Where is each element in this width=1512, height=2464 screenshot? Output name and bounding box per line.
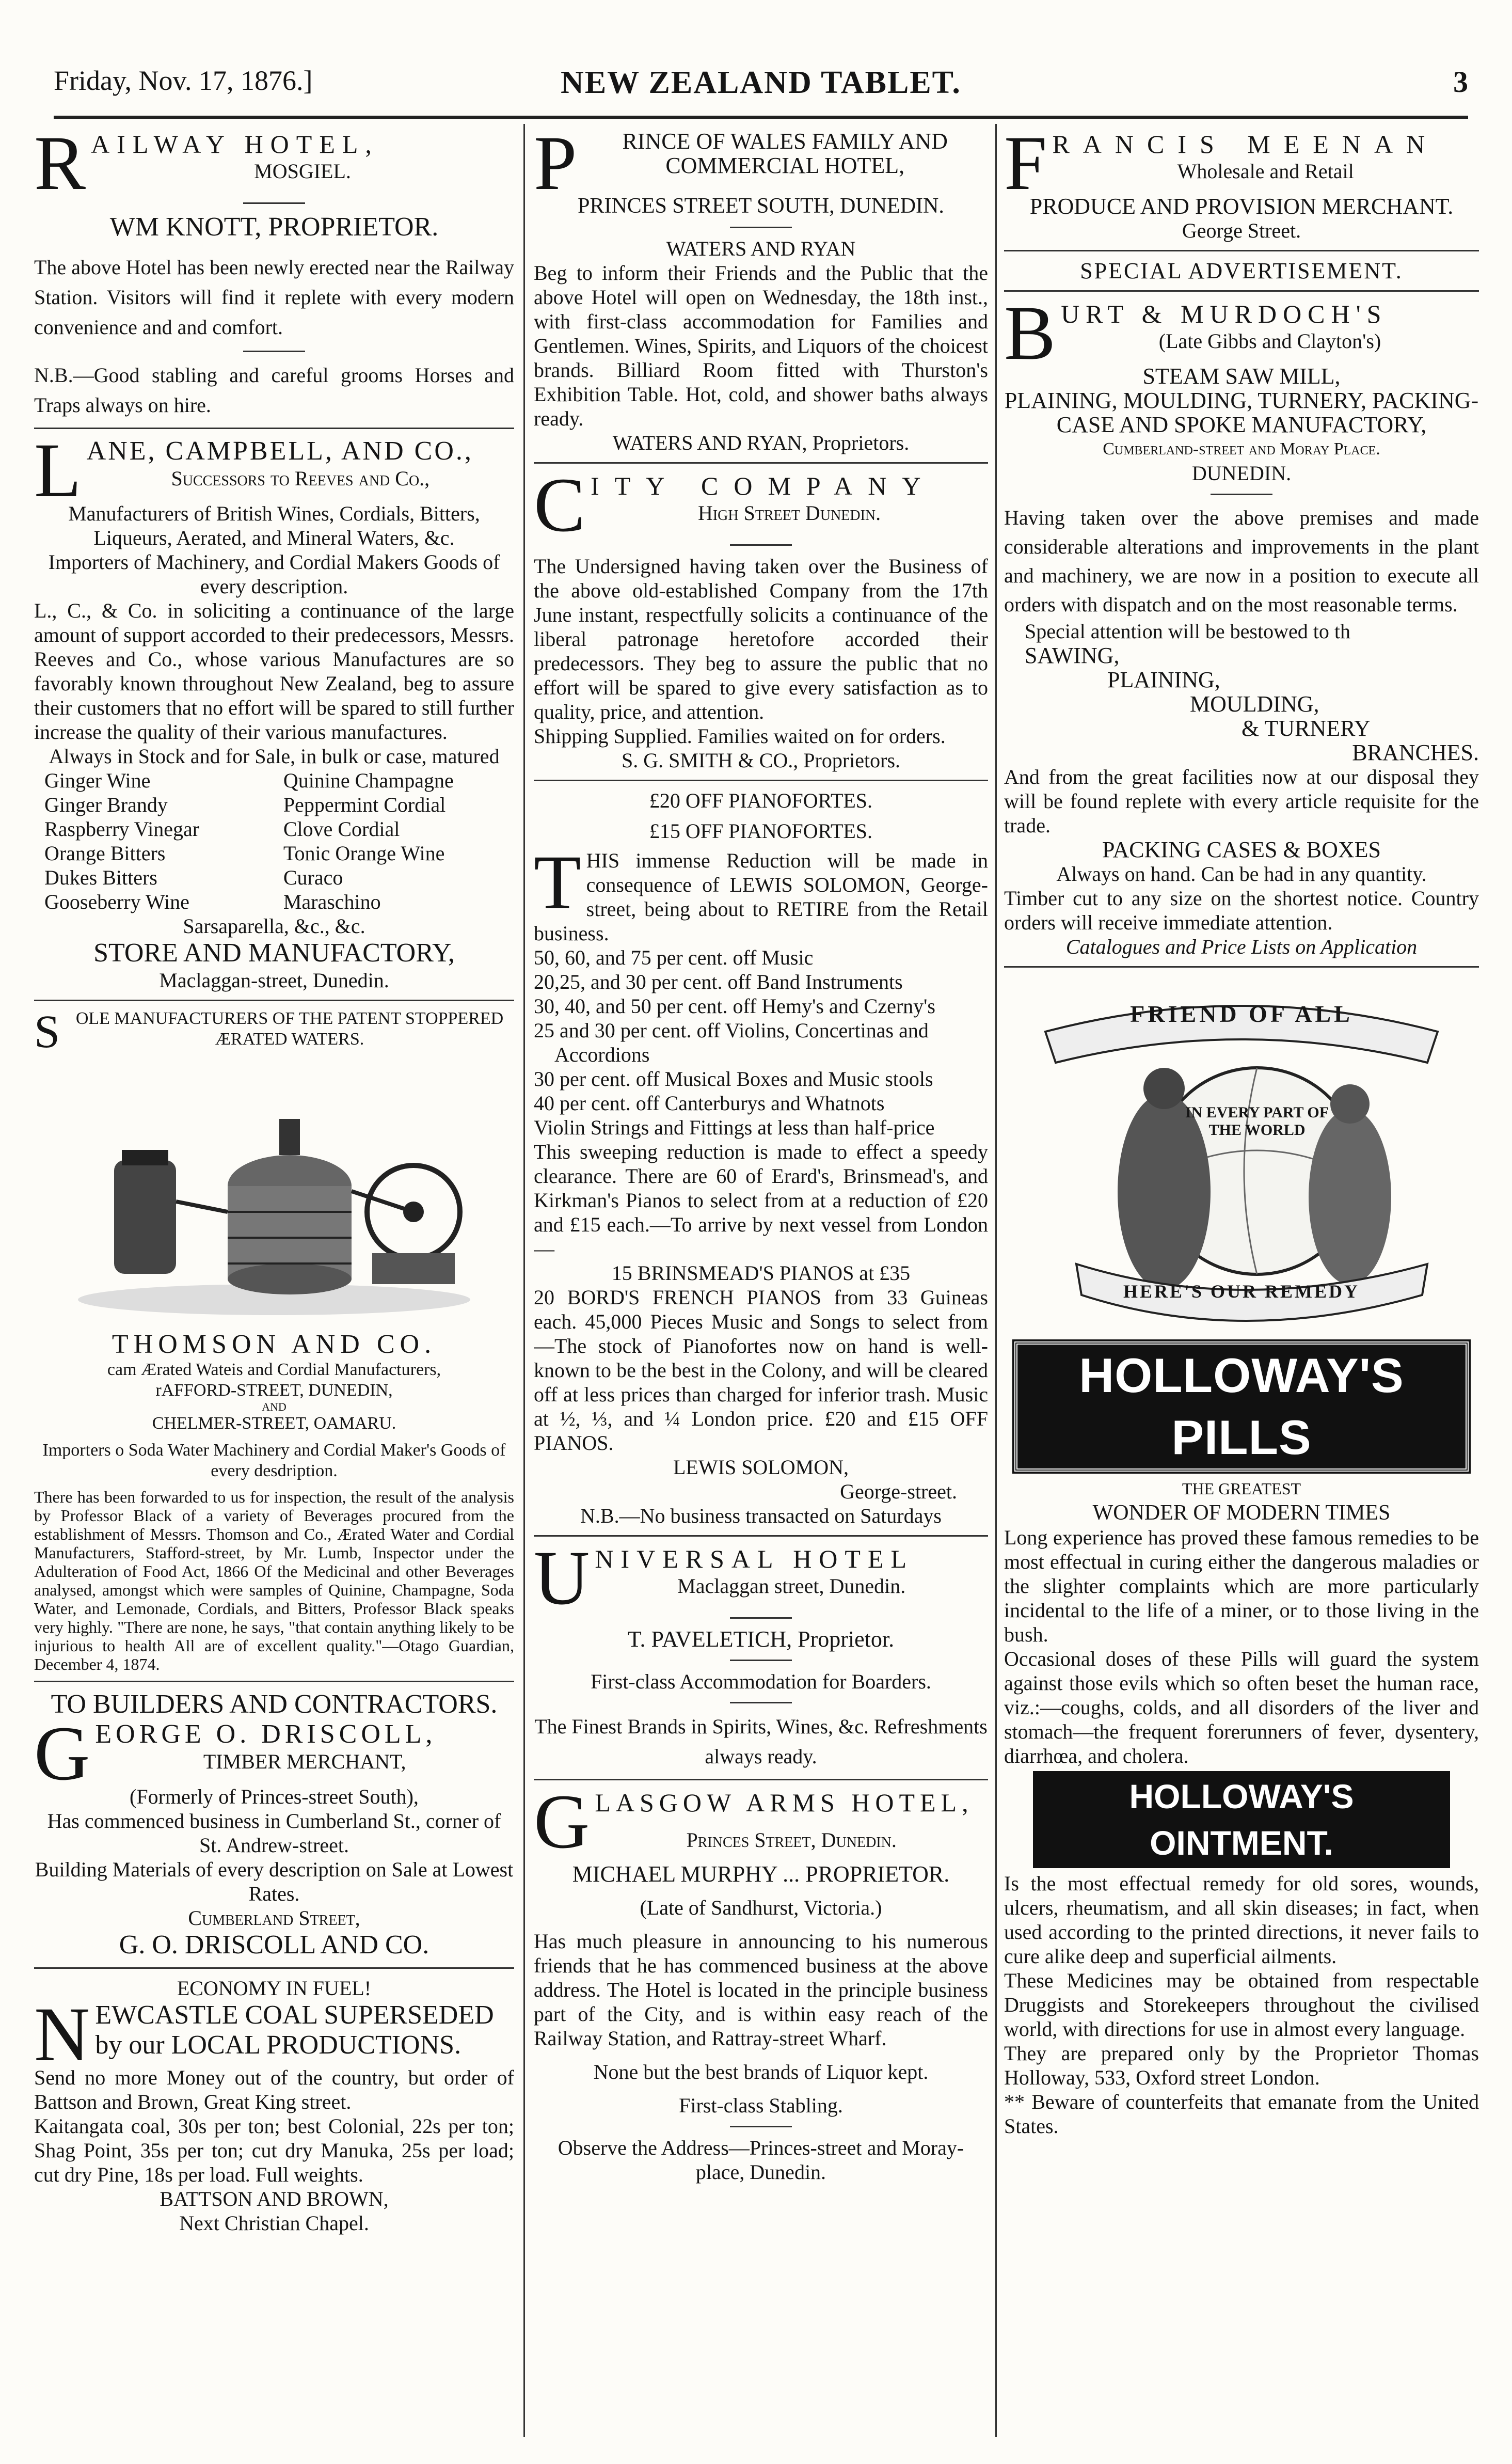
ad-line: WATERS AND RYAN [666, 237, 856, 260]
newspaper-title: NEW ZEALAND TABLET. [561, 65, 961, 100]
drop-cap: G [34, 1719, 90, 1784]
prince-of-wales-ad [534, 129, 988, 455]
ad-separator [34, 1967, 514, 1969]
ad-line: Manufacturers of British Wines, Cordials, Bitters, Liqueurs, Aerated, and Mineral Waters, &c. [68, 502, 480, 549]
holloway-ad [1004, 975, 1479, 2138]
ad-body: Kaitangata coal, 30s per ton; best Colonial, 22s per ton; Shag Point, 35s per ton; cut dry Manuka, 25s per load; cut dry Pine, 18s per load. Full weights. [34, 2114, 514, 2186]
short-rule [730, 1617, 792, 1619]
short-rule [243, 202, 305, 204]
ad-body: Occasional doses of these Pills will guard the system against those evils which so often beset the human race, viz.:—coughs, colds, and all disorders of the liver and stomach—the frequent forerunners of fever, dysentery, diarrhœa, and cholera. [1004, 1647, 1479, 1767]
product-list [34, 768, 514, 914]
drop-cap: P [534, 129, 577, 194]
ad-line: PRINCES STREET SOUTH, DUNEDIN. [578, 194, 944, 218]
ad-body: 20 BORD'S FRENCH PIANOS from 33 Guineas each. 45,000 Pieces Music and Songs to select from —The stock of Pianofortes now on hand is well-known to be the best in the Colony, and will be cleared off at less prices than charged for inferior trash. Music at ½, ⅓, and ¼ London price. £20 and £15 OFF PIANOS. [534, 1286, 988, 1455]
ad-line: Catalogues and Price Lists on Application [1065, 935, 1418, 958]
ad-line: The Finest Brands in Spirits, Wines, &c. Refreshments always ready. [534, 1715, 988, 1768]
ad-line: PRODUCE AND PROVISION MERCHANT. [1029, 194, 1454, 219]
ad-title: AILWAY HOTEL, [91, 130, 379, 159]
drop-cap: T [534, 848, 581, 925]
ad-heading: WONDER OF MODERN TIMES [1092, 1501, 1391, 1525]
page-number: 3 [1453, 65, 1468, 99]
globe-text: IN EVERY PART OF THE WORLD [1185, 1104, 1329, 1139]
product: Curaco [283, 866, 343, 889]
ad-line: STEAM SAW MILL, [1142, 364, 1341, 389]
ad-heading: TO BUILDERS AND CONTRACTORS. [51, 1689, 498, 1719]
ad-body: Is the most effectual remedy for old sores, wounds, ulcers, rheumatism, and all skin diseases; in fact, when used according to the printed directions, it never fails to cure alike deep and superficial ailments. [1004, 1872, 1479, 1968]
ad-body: Has much pleasure in announcing to his numerous friends that he has commenced business at the above address. The Hotel is located in the principle business part of the City, and is within easy reach of the Railway Station, and Rattray-street Wharf. [534, 1930, 988, 2050]
product-row [34, 865, 514, 890]
drop-cap: R [34, 129, 86, 194]
ad-separator [34, 428, 514, 429]
ad-line: (Late Gibbs and Clayton's) [1158, 329, 1381, 353]
column-1 [34, 129, 514, 2242]
ad-title: OLE MANUFACTURERS OF THE PATENT STOPPERED ÆRATED WATERS. [75, 1009, 504, 1049]
ad-line: First-class Stabling. [679, 2094, 843, 2117]
service: PLAINING, [1107, 667, 1220, 692]
ad-line: rAFFORD-STREET, DUNEDIN, [155, 1381, 393, 1400]
service: MOULDING, [1190, 691, 1319, 717]
drop-cap: C [534, 471, 586, 536]
ad-separator [534, 780, 988, 781]
drop-cap: B [1004, 299, 1056, 364]
ad-body: The Undersigned having taken over the Business of the above old-established Company from the 17th June instant, respectfully solicits a continuance of the liberal patronage heretofore accorded their predecessors. They beg to assure the public that no effort will be spared to give every satisfaction as to quality, price, and attention. [534, 555, 988, 723]
coal-ad [34, 1976, 514, 2235]
ad-line: Importers o Soda Water Machinery and Cordial Maker's Goods of every desdription. [42, 1441, 506, 1480]
ad-line: None but the best brands of Liquor kept. [593, 2060, 929, 2083]
product: Tonic Orange Wine [283, 842, 445, 865]
ad-line: Princes Street, Dunedin. [686, 1828, 897, 1852]
ad-line: AND [262, 1400, 287, 1413]
product: Dukes Bitters [44, 866, 157, 889]
ad-body: Send no more Money out of the country, but order of Battson and Brown, Great King street. [34, 2066, 514, 2113]
ad-title: RANCIS MEENAN [1052, 130, 1439, 159]
ad-title: URT & MURDOCH'S [1061, 299, 1388, 328]
ad-note: ** Beware of counterfeits that emanate from the United States. [1004, 2090, 1479, 2138]
special-advertisement-heading: SPECIAL ADVERTISEMENT. [1080, 258, 1403, 283]
masthead [54, 65, 1468, 111]
discount-item: 20,25, and 30 per cent. off Band Instruments [534, 970, 903, 993]
ad-heading: £20 OFF PIANOFORTES. [649, 789, 873, 812]
glasgow-arms-ad [534, 1788, 988, 2184]
holloways-ointment-banner: HOLLOWAY'S OINTMENT. [1035, 1773, 1448, 1866]
short-rule [730, 227, 792, 228]
drop-cap: N [34, 2000, 90, 2065]
masthead-rule [54, 116, 1468, 119]
ad-line: High Street Dunedin. [697, 501, 881, 525]
ad-sign: LEWIS SOLOMON, [673, 1456, 849, 1479]
short-rule [730, 2126, 792, 2127]
holloway-illustration [1014, 975, 1469, 1336]
column-divider-1 [523, 124, 525, 2437]
drop-cap: S [34, 1008, 60, 1053]
ad-line: Cumberland-street and Moray Place. [1103, 439, 1380, 459]
ad-line: Building Materials of every description on Sale at Lowest Rates. [35, 1858, 514, 1905]
ad-line: Wholesale and Retail [1177, 160, 1354, 183]
ad-heading: ECONOMY IN FUEL! [177, 1977, 372, 2000]
product: Orange Bitters [44, 842, 166, 865]
ad-proprietor: WM KNOTT, PROPRIETOR. [109, 212, 439, 242]
service: SAWING, [1025, 643, 1120, 668]
ad-body: They are prepared only by the Proprietor Thomas Holloway, 533, Oxford street London. [1004, 2042, 1479, 2089]
column-divider-2 [995, 124, 997, 2437]
ad-line: T. PAVELETICH, Proprietor. [627, 1626, 895, 1652]
ad-line: G. O. DRISCOLL AND CO. [119, 1930, 429, 1960]
ad-line: Sarsaparella, &c., &c. [183, 914, 365, 938]
ad-body: Beg to inform their Friends and the Public that the above Hotel will open on Wednesday, the 18th inst., with first-class accommodation for Families and Gentlemen. Wines, Spirits, and Liquors of the choicest brands. Billiard Room fitted with Thurston's Exhibition Table. Hot, cold, and shower baths always ready. [534, 261, 988, 430]
product-row [34, 793, 514, 817]
product-row [34, 817, 514, 841]
ad-line: cam Ærated Wateis and Cordial Manufacturers, [107, 1360, 441, 1379]
ad-separator [534, 462, 988, 464]
discount-item: 30 per cent. off Musical Boxes and Music stools [534, 1067, 933, 1091]
ad-separator [1004, 290, 1479, 292]
product-row [34, 841, 514, 865]
ad-separator [1004, 966, 1479, 968]
product: Clove Cordial [283, 817, 400, 841]
ad-body: These Medicines may be obtained from respectable Druggists and Storekeepers throughout the civilised world, with directions for use in almost every language. [1004, 1969, 1479, 2041]
ad-line: Successors to Reeves and Co., [171, 467, 430, 490]
short-rule [730, 1660, 792, 1661]
soda-machine-illustration [52, 1057, 496, 1325]
column-3 [1004, 129, 1479, 2145]
service: & TURNERY [1242, 716, 1371, 741]
ad-sign: Next Christian Chapel. [179, 2212, 369, 2235]
product: Ginger Wine [44, 769, 151, 792]
ad-body: There has been forwarded to us for inspection, the result of the analysis by Professor Black of a variety of Beverages procured from the establishment of Messrs. Thomson and Co., Ærated Water and Cordial Manufacturers, Stafford-street, by Mr. Lumb, Inspector under the Adulteration of Food Act, 1866 Of the Medicinal and other Beverages analysed, amongst which were samples of Quinine, Champagne, Soda Water, and Lemonade, Cordials, and Bitters, Professor Black speaks very highly. "There are none, he says, "that contain anything likely to be injurious to health All are of excellent quality."—Otago Guardian, December 4, 1874. [34, 1488, 514, 1673]
ad-body: This sweeping reduction is made to effect a speedy clearance. There are 60 of Erard's, Brinsmead's, and Kirkman's Pianos to select from at a reduction of £20 and £15 each.—To arrive by next vessel from London— [534, 1140, 988, 1260]
service: BRANCHES. [1352, 740, 1479, 765]
burt-murdoch-ad [1004, 299, 1479, 959]
ad-title: RINCE OF WALES FAMILY AND COMMERCIAL HOTEL, [622, 129, 948, 178]
discount-item: 30, 40, and 50 per cent. off Hemy's and Czerny's [534, 994, 935, 1018]
ad-line: PLAINING, MOULDING, TURNERY, PACKING-CASE AND SPOKE MANUFACTORY, [1004, 388, 1479, 437]
meenan-ad [1004, 129, 1479, 243]
ad-body: Timber cut to any size on the shortest notice. Country orders will receive immediate attention. [1004, 887, 1479, 934]
short-rule [1211, 494, 1272, 495]
ad-line: PACKING CASES & BOXES [1102, 837, 1381, 862]
product: Ginger Brandy [44, 793, 168, 816]
ad-title: NIVERSAL HOTEL [595, 1544, 914, 1573]
ad-line: Cumberland Street, [188, 1906, 360, 1930]
ad-title: THOMSON AND CO. [112, 1330, 437, 1359]
column-2 [534, 129, 988, 2191]
city-company-ad [534, 471, 988, 772]
ad-line: STORE AND MANUFACTORY, [93, 938, 455, 968]
ad-line: THE GREATEST [1182, 1479, 1301, 1498]
ad-sign: George-street. [840, 1480, 957, 1503]
ad-title: ANE, CAMPBELL, AND CO., [86, 436, 473, 466]
ad-line: Always in Stock and for Sale, in bulk or case, matured [49, 745, 500, 768]
holloways-pills-banner: HOLLOWAY'S PILLS [1014, 1341, 1469, 1472]
ad-sign: WATERS AND RYAN, Proprietors. [612, 431, 910, 454]
ad-body: Long experience has proved these famous remedies to be most effectual in curing either the dangerous maladies or the slighter complaints which are more particularly incidental to the life of a miner, or to those living in the bush. [1004, 1526, 1479, 1646]
product: Gooseberry Wine [44, 890, 189, 913]
ad-line: MICHAEL MURPHY ... PROPRIETOR. [572, 1861, 950, 1887]
lane-campbell-ad [34, 436, 514, 992]
ad-line: First-class Accommodation for Boarders. [591, 1670, 931, 1693]
drop-cap: F [1004, 129, 1047, 194]
ad-line: TIMBER MERCHANT, [203, 1750, 406, 1773]
ad-line: Importers of Machinery, and Cordial Makers Goods of every description. [48, 550, 500, 598]
driscoll-ad [34, 1689, 514, 1960]
ad-separator [534, 1535, 988, 1537]
ad-body: The above Hotel has been newly erected near the Railway Station. Visitors will find it replete with every modern convenience and and comfort. [34, 256, 514, 339]
ad-title: EWCASTLE COAL SUPERSEDED by our LOCAL PRODUCTIONS. [95, 2000, 494, 2060]
ad-line: Special attention will be bestowed to th [1025, 620, 1350, 643]
ad-title: EORGE O. DRISCOLL, [95, 1719, 437, 1749]
ad-sign: BATTSON AND BROWN, [160, 2187, 389, 2210]
ad-line: Observe the Address—Princes-street and Moray-place, Dunedin. [558, 2136, 964, 2184]
discount-item: Violin Strings and Fittings at less than half-price [534, 1116, 935, 1139]
ad-place: MOSGIEL. [254, 160, 351, 183]
railway-hotel-ad [34, 129, 514, 420]
ad-body: Having taken over the above premises and made considerable alterations and improvements in the plant and machinery, we are now in a position to execute all orders with dispatch and on the most reasonable terms. [1004, 506, 1479, 616]
drop-cap: G [534, 1788, 590, 1853]
ad-line: DUNEDIN. [1191, 462, 1292, 485]
short-rule [243, 351, 305, 352]
short-rule [730, 1702, 792, 1703]
ad-separator [34, 1000, 514, 1001]
ad-sign: S. G. SMITH & CO., Proprietors. [621, 749, 901, 772]
ad-separator [1004, 250, 1479, 251]
ad-body: Shipping Supplied. Families waited on for orders. [534, 724, 946, 748]
ad-note: N.B.—No business transacted on Saturdays [580, 1504, 942, 1527]
ad-line: CHELMER-STREET, OAMARU. [152, 1414, 396, 1433]
soda-water-ad [34, 1008, 514, 1673]
ad-note: N.B.—Good stabling and careful grooms Horses and Traps always on hire. [34, 364, 514, 417]
ad-body: HIS immense Reduction will be made in consequence of LEWIS SOLOMON, George-street, being about to RETIRE from the Retail business. [534, 849, 988, 945]
ad-heading: £15 OFF PIANOFORTES. [649, 819, 873, 843]
universal-hotel-ad [534, 1544, 988, 1772]
drop-cap: L [34, 436, 82, 501]
product: Maraschino [283, 890, 381, 913]
ad-line: Has commenced business in Cumberland St., corner of St. Andrew-street. [47, 1809, 501, 1857]
ad-line: George Street. [1182, 219, 1301, 242]
ad-line: Always on hand. Can be had in any quantity. [1056, 862, 1427, 886]
ad-separator [534, 1779, 988, 1780]
issue-date: Friday, Nov. 17, 1876.] [54, 65, 313, 96]
product-row [34, 768, 514, 793]
ad-title: ITY COMPANY [591, 471, 936, 500]
ad-separator [34, 1681, 514, 1682]
short-rule [730, 544, 792, 546]
product: Peppermint Cordial [283, 793, 446, 816]
product-row [34, 890, 514, 914]
discount-item: 50, 60, and 75 per cent. off Music [534, 946, 814, 969]
ribbon-bottom-text: HERE'S OUR REMEDY [1123, 1281, 1360, 1302]
ribbon-top-text: FRIEND OF ALL [1130, 1001, 1353, 1027]
ad-line: (Late of Sandhurst, Victoria.) [640, 1896, 882, 1919]
ad-line: (Formerly of Princes-street South), [130, 1785, 419, 1808]
drop-cap: U [534, 1544, 590, 1609]
discount-item: 25 and 30 per cent. off Violins, Concertinas and Accordions [534, 1019, 929, 1066]
ad-line: Maclaggan street, Dunedin. [677, 1574, 906, 1598]
discount-item: 40 per cent. off Canterburys and Whatnots [534, 1092, 885, 1115]
product: Raspberry Vinegar [44, 817, 200, 841]
product: Quinine Champagne [283, 769, 454, 792]
ad-address: Maclaggan-street, Dunedin. [159, 969, 389, 992]
ad-body: And from the great facilities now at our disposal they will be found replete with every article requisite for the trade. [1004, 765, 1479, 837]
ad-line: 15 BRINSMEAD'S PIANOS at £35 [611, 1261, 911, 1285]
ad-title: LASGOW ARMS HOTEL, [595, 1788, 974, 1817]
pianoforte-ad [534, 788, 988, 1528]
ad-body: L., C., & Co. in soliciting a continuance of the large amount of support accorded to their predecessors, Messrs. Reeves and Co., whose various Manufactures are so favorably known throughout New Zealand, beg to assure their customers that no effort will be spared to still further increase the quality of their various manufactures. [34, 599, 514, 744]
